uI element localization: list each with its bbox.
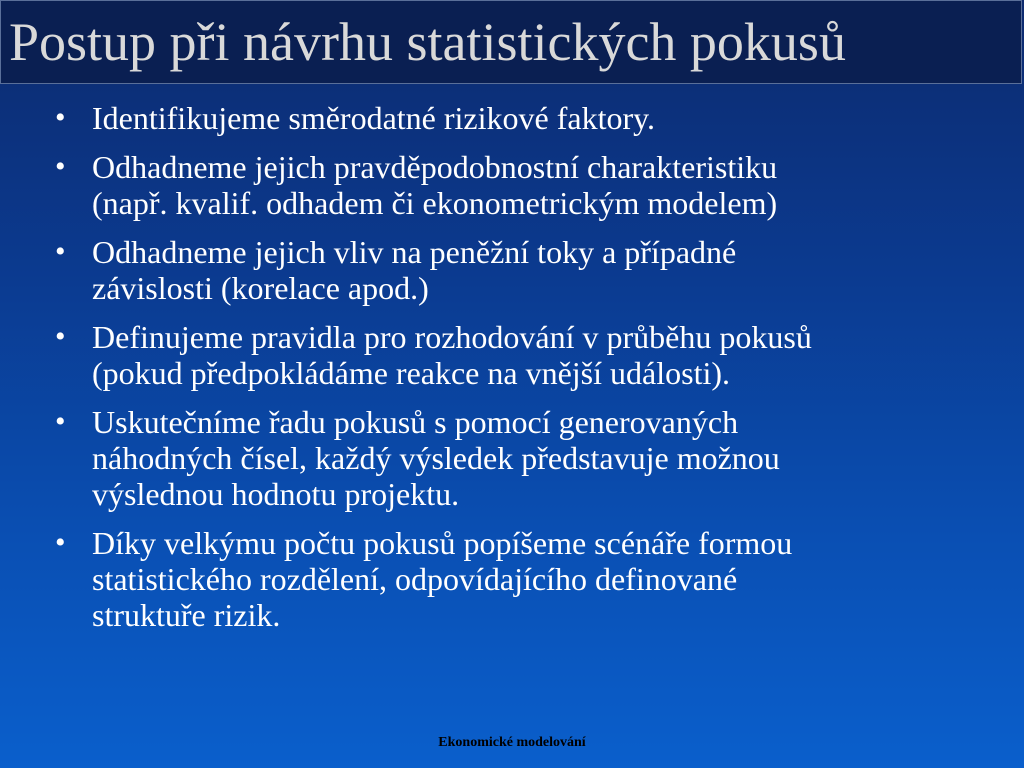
bullet-icon: • bbox=[55, 526, 66, 559]
bullet-line: závislosti (korelace apod.) bbox=[92, 270, 429, 306]
bullet-line: Odhadneme jejich vliv na peněžní toky a případné bbox=[92, 234, 737, 270]
bullet-item bbox=[0, 404, 1024, 512]
title-bar bbox=[0, 0, 1022, 84]
bullet-item bbox=[0, 525, 1024, 633]
bullet-item bbox=[0, 149, 1024, 221]
bullet-item bbox=[0, 234, 1024, 306]
bullet-line: (např. kvalif. odhadem či ekonometrickým modelem) bbox=[92, 185, 778, 221]
bullet-icon: • bbox=[55, 320, 66, 353]
bullet-line: výslednou hodnotu projektu. bbox=[92, 476, 460, 512]
bullet-icon: • bbox=[55, 150, 66, 183]
bullet-icon: • bbox=[55, 101, 66, 134]
slide-title: Postup při návrhu statistických pokusů bbox=[9, 12, 846, 72]
bullet-line: Uskutečníme řadu pokusů s pomocí generovaných bbox=[92, 404, 739, 440]
bullet-line: Identifikujeme směrodatné rizikové faktory. bbox=[92, 100, 656, 136]
bullet-item bbox=[0, 319, 1024, 391]
bullet-line: struktuře rizik. bbox=[92, 597, 281, 633]
bullet-icon: • bbox=[55, 235, 66, 268]
slide-footer: Ekonomické modelování bbox=[438, 735, 586, 750]
bullet-item bbox=[0, 100, 1024, 136]
bullet-list bbox=[0, 100, 1024, 646]
bullet-icon: • bbox=[55, 405, 66, 438]
bullet-line: náhodných čísel, každý výsledek představuje možnou bbox=[92, 440, 780, 476]
bullet-line: Definujeme pravidla pro rozhodování v průběhu pokusů bbox=[92, 319, 812, 355]
bullet-line: Odhadneme jejich pravděpodobnostní charakteristiku bbox=[92, 149, 778, 185]
bullet-line: Díky velkýmu počtu pokusů popíšeme scénáře formou bbox=[92, 525, 793, 561]
bullet-line: (pokud předpokládáme reakce na vnější události). bbox=[92, 355, 730, 391]
bullet-line: statistického rozdělení, odpovídajícího definované bbox=[92, 561, 738, 597]
